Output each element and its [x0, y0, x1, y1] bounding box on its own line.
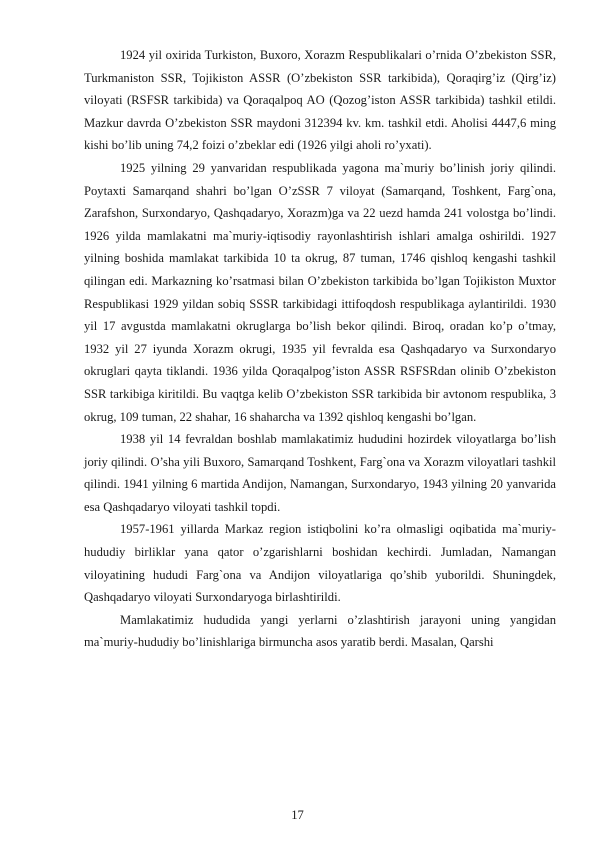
paragraph-3: 1938 yil 14 fevraldan boshlab mamlakatimiz hududini hozirdek viloyatlarga bo’lish joriy qilindi. O’sha yili Buxoro, Samarqand Toshkent, Farg`ona va Xorazm viloyatlari tashkil qilindi. 1941 yilning 6 martida Andijon, Namangan, Surxondaryo, 1943 yilning 20 yanvarida esa Qashqadaryo viloyati tashkil topdi.: [84, 432, 556, 514]
paragraph-4: 1957-1961 yillarda Markaz region istiqbolini ko’ra olmasligi oqibatida ma`muriy-hududiy birliklar yana qator o’zgarishlarni boshidan kechirdi. Jumladan, Namangan viloyatining hududi Farg`ona va Andijon viloyatlariga qo’shib yuborildi. Shuningdek, Qashqadaryo viloyati Surxondaryoga birlashtirildi.: [84, 522, 556, 605]
document-page: [84, 44, 556, 654]
paragraph-1: 1924 yil oxirida Turkiston, Buxoro, Xorazm Respublikalari o’rnida O’zbekiston SSR, Turkmaniston SSR, Tojikiston ASSR (O’zbekiston SSR tarkibida), Qoraqirg’iz (Qirg’iz) viloyati (RSFSR tarkibida) va Qoraqalpoq AO (Qozog’iston ASSR tarkibida) tashkil etildi. Mazkur davrda O’zbekiston SSR maydoni 312394 kv. km. tashkil etdi. Aholisi 4447,6 ming kishi bo’lib uning 74,2 foizi o’zbeklar edi (1926 yilgi aholi ro’yxati).: [84, 48, 556, 153]
page-number: 17: [291, 808, 304, 822]
paragraph-2: 1925 yilning 29 yanvaridan respublikada yagona ma`muriy bo’linish joriy qilindi. Poytaxti Samarqand shahri bo’lgan O’zSSR 7 viloyat (Samarqand, Toshkent, Farg`ona, Zarafshon, Surxondaryo, Qashqadaryo, Xorazm)ga va 22 uezd hamda 241 volostga bo’lindi. 1926 yilda mamlakatni ma`muriy-iqtisodiy rayonlashtirish ishlari amalga oshirildi. 1927 yilning boshida mamlakat tarkibida 10 ta okrug, 87 tuman, 1746 qishloq kengashi tashkil qilingan edi. Markazning ko’rsatmasi bilan O’zbekiston tarkibida bo’lgan Tojikiston Muxtor Respublikasi 1929 yildan sobiq SSSR tarkibidagi ittifoqdosh respublikaga aylantirildi. 1930 yil 17 avgustda mamlakatni okruglarga bo’lish bekor qilindi. Biroq, oradan ko’p o’tmay, 1932 yil 27 iyunda Xorazm okrugi, 1935 yil fevralda esa Qashqadaryo va Surxondaryo okruglari qayta tiklandi. 1936 yilda Qoraqalpog’iston ASSR RSFSRdan olinib O’zbekiston SSR tarkibiga kiritildi. Bu vaqtga kelib O’zbekiston SSR tarkibida bir avtonom respublika, 3 okrug, 109 tuman, 22 shahar, 16 shaharcha va 1392 qishloq kengashi bo’lgan.: [84, 160, 556, 424]
paragraph-5: Mamlakatimiz hududida yangi yerlarni o’zlashtirish jarayoni uning yangidan ma`muriy-hududiy bo’linishlariga birmuncha asos yaratib berdi. Masalan, Qarshi: [84, 612, 556, 650]
